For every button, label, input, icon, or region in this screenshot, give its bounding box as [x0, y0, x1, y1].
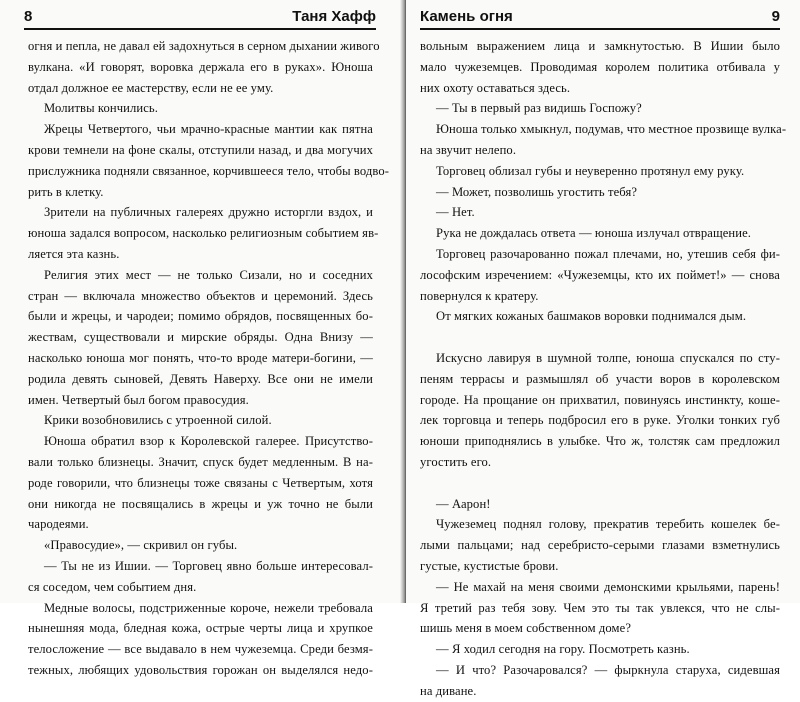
header-rule [420, 28, 780, 30]
text-line: чародеями. [28, 517, 89, 532]
text-line: вали только близнецы. Значит, спуск будет медленным. В на- [28, 454, 373, 469]
header-rule [24, 28, 376, 30]
text-line: Чужеземец поднял голову, прекратив теребить кошелек бе- [436, 517, 780, 532]
text-line: пеням террасы и размышлял об участи воров в королевском [420, 371, 780, 386]
text-line: лософским изречением: «Чужеземцы, кто их поймет!» — снова [420, 267, 780, 282]
text-line: густые, кустистые брови. [420, 558, 559, 573]
text-line: вольным выражением лица и замкнутостью. В Ишии было [420, 39, 780, 53]
text-line: лыми пальцами; над серебристо-серыми глазами взметнулись [420, 538, 780, 553]
left-page-number: 8 [24, 8, 33, 25]
text-line: — Ты не из Ишии. — Торговец явно больше интересовал- [44, 558, 373, 573]
text-line: — Я ходил сегодня на гору. Посмотреть казнь. [436, 642, 690, 657]
text-line: ляется эта казнь. [28, 246, 120, 261]
text-line: Рука не дождалась ответа — юноша излучал отвращение. [436, 226, 752, 241]
text-line: юноши приподнялись в улыбке. Что ж, толстяк сам предложил [420, 434, 780, 449]
text-line: Медные волосы, подстриженные короче, нежели требовала [44, 600, 373, 615]
text-line: лек торговца и теперь подбросил его в руке. Уголки тонких губ [420, 413, 780, 428]
text-line: Искусно лавируя в шумной толпе, юноша спускался по сту- [436, 350, 780, 365]
left-page-running-title: Таня Хафф [292, 8, 376, 25]
right-page-body [420, 36, 787, 702]
text-line: повернулся к кратеру. [420, 288, 539, 303]
text-line: Юноша только хмыкнул, подумав, что местное прозвище вулка- [436, 122, 787, 137]
text-line: Жрецы Четвертого, чьи мрачно-красные мантии как пятна [44, 122, 373, 137]
text-line: на звучит нелепо. [420, 142, 517, 157]
text-line: жествам, существовали и мирские обряды. Одна Внизу — [28, 330, 373, 345]
text-line: имен. Четвертый был богом правосудия. [28, 392, 249, 407]
text-line: — Ты в первый раз видишь Госпожу? [436, 101, 642, 116]
text-line: Молитвы кончились. [44, 101, 158, 116]
text-line: — Нет. [436, 205, 475, 220]
text-line: От мягких кожаных башмаков воровки поднимался дым. [436, 309, 747, 324]
right-page-number: 9 [771, 8, 780, 25]
text-line: тежных, любящих удовольствия горожан он выделялся недо- [28, 662, 373, 677]
text-line: «Правосудие», — скривил он губы. [44, 538, 238, 553]
section-break [420, 327, 780, 348]
text-line: Крики возобновились с утроенной силой. [44, 413, 272, 428]
right-page [406, 0, 800, 698]
left-page [0, 0, 404, 677]
text-line: огня и пепла, не давал ей задохнуться в серном дыхании живого [28, 39, 380, 53]
left-page-header [24, 6, 376, 28]
text-line: них охоту оставаться здесь. [420, 80, 571, 95]
section-break [420, 473, 780, 494]
text-line: прислужника подняли связанное, корчившееся тело, чтобы водво- [28, 163, 390, 178]
text-line: — Не махай на меня своими демонскими крыльями, парень! [436, 579, 780, 594]
text-line: городе. На прощание он прихватил, повинуясь инстинкту, коше- [420, 392, 780, 407]
text-line: юноша задался вопросом, насколько религиозным событием яв- [28, 226, 379, 241]
text-line: угостить его. [420, 454, 492, 469]
text-line: Зрители на публичных галереях дружно исторгли вздох, и [44, 205, 373, 220]
text-line: на диване. [420, 683, 477, 698]
text-line: насколько юноша мог понять, что-то вроде матери-богини, — [28, 350, 373, 365]
text-line: рить в клетку. [28, 184, 104, 199]
text-line: родила девять сыновей, Девять Наверху. Все они не имели [28, 371, 373, 386]
text-line: крови темнели на фоне скалы, отступили назад, и два могучих [28, 142, 373, 157]
left-page-body [28, 36, 390, 681]
text-line: Торговец облизал губы и неуверенно протянул ему руку. [436, 163, 745, 178]
text-line: телосложение — все выдавало в нем чужеземца. Среди безмя- [28, 642, 373, 657]
text-line: — Аарон! [436, 496, 491, 511]
text-line: ся соседом, чем событием дня. [28, 579, 197, 594]
right-page-header [420, 6, 780, 28]
text-line: мало чужеземцев. Проводимая королем политика отбивала у [420, 59, 780, 74]
text-line: были и жрецы, и чародеи; помимо обрядов, посвященных бо- [28, 309, 373, 324]
text-line: Религия этих мест — не только Сизали, но и соседних [44, 267, 373, 282]
text-line: — И что? Разочаровался? — фыркнула старуха, сидевшая [436, 662, 780, 677]
text-line: Я третий раз тебя зову. Чем это ты так увлекся, что не слы- [420, 600, 780, 615]
text-line: роде говорили, что близнецы тоже связаны с Четвертым, хотя [28, 475, 373, 490]
text-line: отдал должное ее мастерству, если не ее уму. [28, 80, 274, 95]
text-line: нынешняя мода, бледная кожа, острые черты лица и хрупкое [28, 621, 373, 636]
text-line: стран — включала множество объектов и церемоний. Здесь [28, 288, 373, 303]
text-line: они никогда не посвящались в жрецы и уж точно не были [28, 496, 373, 511]
text-line: шишь меня в моем собственном доме? [420, 621, 632, 636]
text-line: — Может, позволишь угостить тебя? [436, 184, 638, 199]
text-line: Юноша обратил взор к Королевской галерее. Присутство- [44, 434, 373, 449]
right-page-running-title: Камень огня [420, 8, 513, 25]
text-line: Торговец разочарованно пожал плечами, но, утешив себя фи- [436, 246, 780, 261]
text-line: вулкана. «И говорят, воровка держала его в руках». Юноша [28, 59, 373, 74]
